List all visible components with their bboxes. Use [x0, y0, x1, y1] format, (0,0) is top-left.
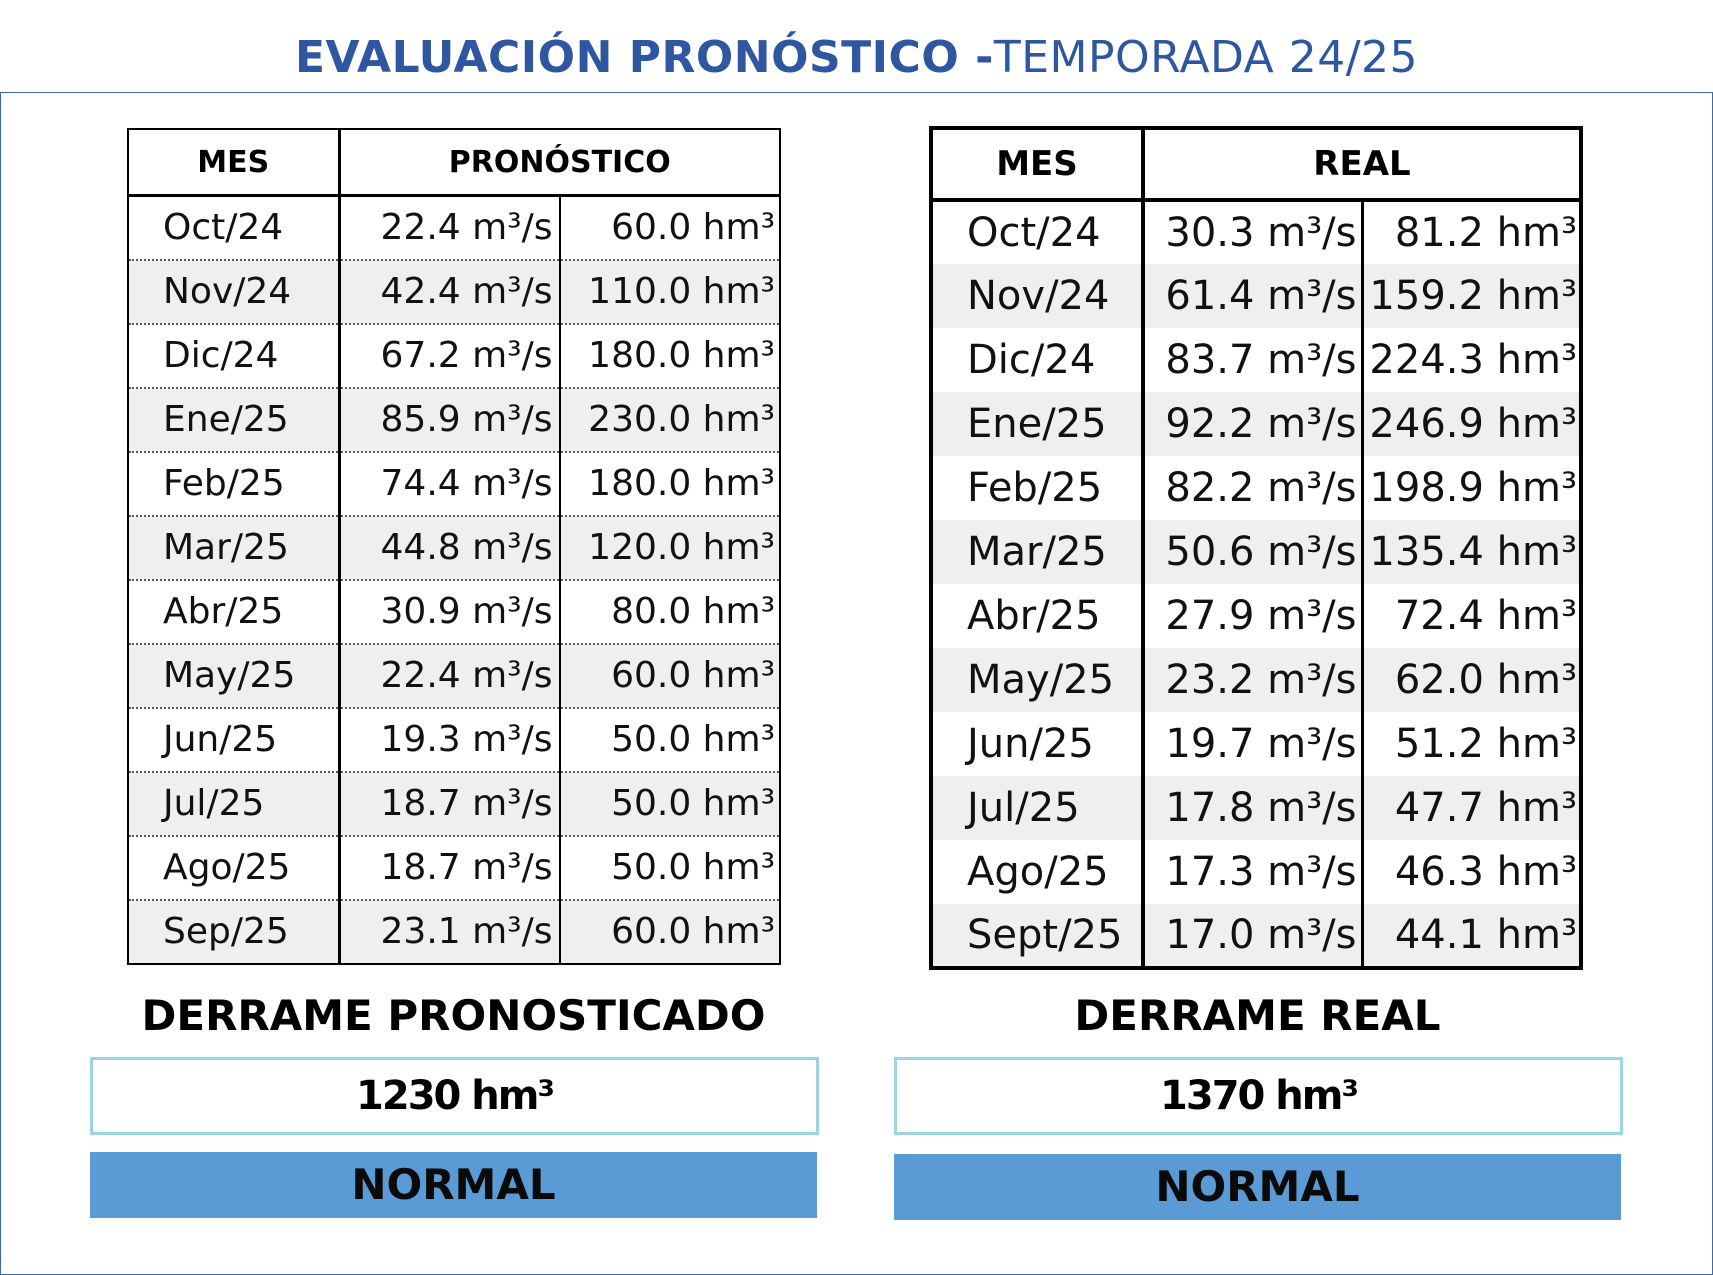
real-month-cell: Oct/24: [931, 200, 1143, 264]
real-table-body: [931, 200, 1581, 968]
real-volume-cell: 44.1 hm³: [1362, 904, 1581, 968]
forecast-volume-cell: 50.0 hm³: [560, 836, 781, 900]
forecast-month-cell: Jun/25: [128, 708, 339, 772]
forecast-flow-cell: 19.3 m³/s: [339, 708, 560, 772]
forecast-row: [128, 900, 780, 964]
real-row: [931, 776, 1581, 840]
forecast-month-cell: Nov/24: [128, 260, 339, 324]
forecast-total-box: 1230 hm³: [90, 1057, 819, 1135]
forecast-flow-cell: 22.4 m³/s: [339, 196, 560, 260]
real-volume-cell: 135.4 hm³: [1362, 520, 1581, 584]
forecast-flow-cell: 85.9 m³/s: [339, 388, 560, 452]
page-title-season: TEMPORADA 24/25: [993, 32, 1419, 83]
real-volume-cell: 81.2 hm³: [1394, 210, 1577, 256]
real-row: [931, 520, 1581, 584]
real-header-value: REAL: [1143, 128, 1581, 200]
real-month-cell: Abr/25: [931, 584, 1143, 648]
forecast-month-cell: Abr/25: [128, 580, 339, 644]
real-header-month: MES: [931, 128, 1143, 200]
real-flow-cell: 19.7 m³/s: [1143, 712, 1362, 776]
real-row: [931, 648, 1581, 712]
real-flow-cell: 83.7 m³/s: [1143, 328, 1362, 392]
forecast-volume-cell: 80.0 hm³: [560, 580, 781, 644]
real-volume-cell: 62.0 hm³: [1362, 648, 1581, 712]
real-flow-cell: 30.3 m³/s: [1143, 200, 1362, 264]
real-row: [931, 584, 1581, 648]
real-volume-cell: 72.4 hm³: [1394, 593, 1577, 639]
real-volume-cell: 47.7 hm³: [1362, 776, 1581, 840]
forecast-volume-cell: 50.0 hm³: [560, 708, 781, 772]
forecast-month-cell: Ago/25: [128, 836, 339, 900]
real-table-header: [931, 128, 1581, 200]
forecast-volume-cell: 60.0 hm³: [560, 196, 781, 260]
forecast-month-cell: Ene/25: [128, 388, 339, 452]
real-row: [931, 328, 1581, 392]
page-title-bold: EVALUACIÓN PRONÓSTICO -: [294, 32, 994, 83]
forecast-row: [128, 516, 780, 580]
real-flow-cell: 61.4 m³/s: [1143, 264, 1362, 328]
forecast-flow-cell: 67.2 m³/s: [339, 324, 560, 388]
real-row: [931, 712, 1581, 776]
forecast-month-cell: Mar/25: [128, 516, 339, 580]
real-flow-cell: 17.0 m³/s: [1143, 904, 1362, 968]
forecast-row: [128, 772, 780, 836]
forecast-flow-cell: 18.7 m³/s: [339, 772, 560, 836]
forecast-table-header: [128, 129, 780, 196]
real-row: [931, 456, 1581, 520]
forecast-flow-cell: 30.9 m³/s: [339, 580, 560, 644]
forecast-volume-cell: 110.0 hm³: [560, 260, 781, 324]
forecast-volume-cell: 230.0 hm³: [560, 388, 781, 452]
real-total-box: 1370 hm³: [894, 1057, 1623, 1135]
forecast-month-cell: Feb/25: [128, 452, 339, 516]
real-flow-cell: 50.6 m³/s: [1143, 520, 1362, 584]
real-month-cell: Jun/25: [931, 712, 1143, 776]
forecast-header-month: MES: [128, 129, 339, 196]
real-month-cell: May/25: [931, 648, 1143, 712]
real-volume-cell: 198.9 hm³: [1369, 465, 1577, 511]
real-row: [931, 392, 1581, 456]
forecast-flow-cell: 18.7 m³/s: [339, 836, 560, 900]
forecast-volume-cell: 120.0 hm³: [560, 516, 781, 580]
forecast-header-value: PRONÓSTICO: [339, 129, 780, 196]
real-row: [931, 264, 1581, 328]
forecast-flow-cell: 74.4 m³/s: [339, 452, 560, 516]
real-status-bar: NORMAL: [894, 1154, 1621, 1220]
forecast-row: [128, 452, 780, 516]
real-month-cell: Ene/25: [931, 392, 1143, 456]
forecast-row: [128, 260, 780, 324]
forecast-volume-cell: 50.0 hm³: [560, 772, 781, 836]
real-volume-cell: 51.2 hm³: [1394, 721, 1577, 767]
real-flow-cell: 23.2 m³/s: [1143, 648, 1362, 712]
real-month-cell: Mar/25: [931, 520, 1143, 584]
real-row: [931, 840, 1581, 904]
real-month-cell: Ago/25: [931, 840, 1143, 904]
forecast-row: [128, 388, 780, 452]
real-row: [931, 904, 1581, 968]
forecast-volume-cell: 60.0 hm³: [560, 644, 781, 708]
page-title: [0, 28, 1713, 88]
real-volume-cell: 46.3 hm³: [1394, 849, 1577, 895]
forecast-row: [128, 196, 780, 260]
real-table: [929, 126, 1583, 970]
real-flow-cell: 92.2 m³/s: [1143, 392, 1362, 456]
forecast-month-cell: Jul/25: [128, 772, 339, 836]
forecast-flow-cell: 42.4 m³/s: [339, 260, 560, 324]
forecast-table-body: [128, 196, 780, 964]
forecast-month-cell: Oct/24: [128, 196, 339, 260]
real-flow-cell: 17.3 m³/s: [1143, 840, 1362, 904]
real-volume-cell: 159.2 hm³: [1362, 264, 1581, 328]
real-flow-cell: 82.2 m³/s: [1143, 456, 1362, 520]
real-month-cell: Dic/24: [931, 328, 1143, 392]
forecast-row: [128, 324, 780, 388]
real-month-cell: Nov/24: [931, 264, 1143, 328]
real-flow-cell: 17.8 m³/s: [1143, 776, 1362, 840]
real-volume-cell: 246.9 hm³: [1362, 392, 1581, 456]
forecast-summary-label: DERRAME PRONOSTICADO: [141, 991, 766, 1040]
real-flow-cell: 27.9 m³/s: [1143, 584, 1362, 648]
forecast-row: [128, 644, 780, 708]
forecast-flow-cell: 44.8 m³/s: [339, 516, 560, 580]
real-row: [931, 200, 1581, 264]
forecast-row: [128, 836, 780, 900]
forecast-flow-cell: 23.1 m³/s: [339, 900, 560, 964]
forecast-volume-cell: 180.0 hm³: [560, 324, 781, 388]
forecast-volume-cell: 180.0 hm³: [560, 452, 781, 516]
forecast-month-cell: Sep/25: [128, 900, 339, 964]
forecast-table: [127, 128, 781, 965]
forecast-status-bar: NORMAL: [90, 1152, 817, 1218]
forecast-month-cell: Dic/24: [128, 324, 339, 388]
real-month-cell: Feb/25: [931, 456, 1143, 520]
real-volume-cell: 224.3 hm³: [1369, 337, 1577, 383]
real-summary-label: DERRAME REAL: [1074, 991, 1441, 1040]
real-month-cell: Sept/25: [931, 904, 1143, 968]
forecast-month-cell: May/25: [128, 644, 339, 708]
real-month-cell: Jul/25: [931, 776, 1143, 840]
forecast-row: [128, 580, 780, 644]
forecast-volume-cell: 60.0 hm³: [560, 900, 781, 964]
forecast-row: [128, 708, 780, 772]
forecast-flow-cell: 22.4 m³/s: [339, 644, 560, 708]
